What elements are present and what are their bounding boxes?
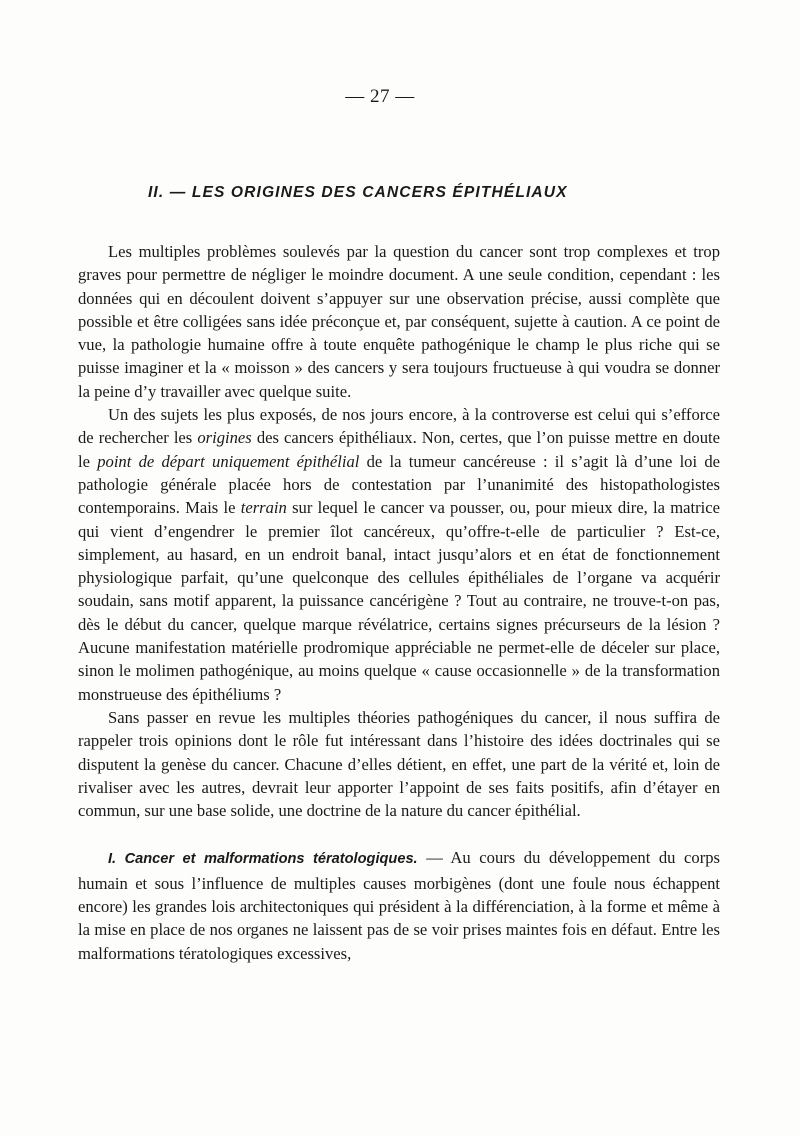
paragraph-2-text-a: Un des sujets les plus exposés, de nos jours encore, à la controverse est celui qui s’efforce de rechercher les: [78, 405, 720, 448]
page-number: — 27 —: [345, 86, 415, 107]
paragraph-1: Les multiples problèmes soulevés par la question du cancer sont trop complexes et trop graves pour permettre de négliger le moindre document. A une seule condition, cependant : les données qui en découlent doivent s’appuyer sur une observation précise, aussi complète que possible et être colligées sans idée préconçue et, par conséquent, sujette à caution. A ce point de vue, la pathologie humaine offre à toute enquête pathogénique le champ le plus riche qui se puisse imaginer et la « moisson » des cancers y sera toujours fructueuse à qui voudra se donner la peine d’y travailler avec quelque suite.: [78, 242, 720, 401]
section-heading: II. — LES ORIGINES DES CANCERS ÉPITHÉLIAUX: [148, 184, 568, 201]
paragraph-2-text-d: sur lequel le cancer va pousser, ou, pour mieux dire, la matrice qui vient d’engendrer le premier îlot cancéreux, qu’offre-t-elle de particulier ? Est-ce, simplement, au hasard, en un endroit banal, intact jusqu’alors et en état de fonctionnement physiologique parfait, qu’une quelconque des cellules épithéliales de l’organe va acquérir soudain, sans motif apparent, la puissance cancérigène ? Tout au contraire, ne trouve-t-on pas, dès le début du cancer, quelque marque révélatrice, certains signes précurseurs de la lésion ? Aucune manifestation matérielle prodromique appréciable ne permet-elle de déceler sur place, sinon le molimen pathogénique, au moins quelque « cause occasionnelle » de la transformation monstrueuse des épithéliums ?: [78, 498, 720, 704]
emphasis-origines: origines: [197, 428, 252, 448]
paragraph-gap: [78, 822, 720, 846]
paragraph-2-text-c: de la tumeur cancéreuse : il s’agit là d’une loi de pathologie générale placée hors de contestation par l’unanimité des histopathologistes contemporains. Mais le: [78, 451, 720, 518]
paragraph-4: [78, 846, 720, 964]
body-text: [78, 240, 720, 965]
subsection-heading: I. Cancer et malformations tératologiques.: [108, 851, 418, 868]
paragraph-3: Sans passer en revue les multiples théories pathogéniques du cancer, il nous suffira de rappeler trois opinions dont le rôle fut intéressant dans l’histoire des idées doctrinales qui se disputent la genèse du cancer. Chacune d’elles détient, en effet, une part de la vérité et, loin de rivaliser avec les autres, devrait leur apporter l’appoint de ses faits positifs, afin d’étayer en commun, sur une base solide, une doctrine de la nature du cancer épithélial.: [78, 707, 720, 821]
paragraph-2: [78, 403, 720, 706]
emphasis-terrain: terrain: [240, 498, 287, 518]
paragraph-4-text: — Au cours du développement du corps humain et sous l’influence de multiples causes morbigènes (dont une foule nous échappent encore) les grandes lois architectoniques qui président à la différenciation, à la forme et même à la mise en place de nos organes ne laissent pas de se voir prises maintes fois en défaut. Entre les malformations tératologiques excessives,: [78, 848, 720, 963]
emphasis-point-de-depart: point de départ uniquement épithélial: [97, 451, 360, 471]
paragraph-2-text-b: des cancers épithéliaux. Non, certes, que l’on puisse mettre en doute le: [78, 428, 721, 471]
